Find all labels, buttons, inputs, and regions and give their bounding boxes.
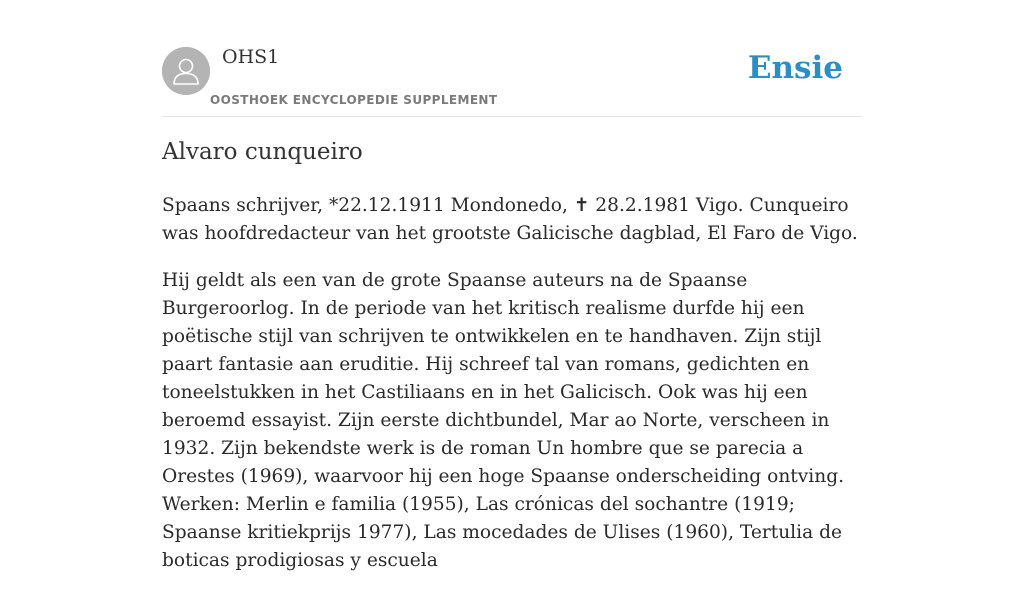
article-paragraph: Hij geldt als een van de grote Spaanse auteurs na de Spaanse Burgeroorlog. In de periode van het kritisch realisme durfde hij een poëtische stijl van schrijven te ontwikkelen en te handhaven. Zijn stijl paart fantasie aan eruditie. Hij schreef tal van romans, gedichten en toneelstukken in het Castiliaans en in het Galicisch. Ook was hij een beroemd essayist. Zijn eerste dichtbundel, Mar ao Norte, verscheen in 1932. Zijn bekendste werk is de roman Un hombre que se parecia a Orestes (1969), waarvoor hij een hoge Spaanse onderscheiding ontving. Werken: Merlin e familia (1955), Las crónicas del sochantre (1919; Spaanse kritiekprijs 1977), Las mocedades de Ulises (1960), Tertulia de boticas prodigiosas y escuela bbox=[162, 270, 845, 571]
source-name-link[interactable]: OHS1 bbox=[222, 46, 280, 68]
source-header bbox=[162, 0, 862, 117]
user-avatar-icon[interactable] bbox=[162, 47, 210, 95]
ensie-logo[interactable]: Ensie bbox=[747, 50, 843, 86]
article-paragraph: Spaans schrijver, *22.12.1911 Mondonedo, ✝ 28.2.1981 Vigo. Cunqueiro was hoofdredacteur van het grootste Galicische dagblad, El Faro de Vigo. bbox=[162, 195, 858, 244]
page-container bbox=[162, 0, 862, 571]
source-description: OOSTHOEK ENCYCLOPEDIE SUPPLEMENT bbox=[210, 93, 498, 107]
article-title: Alvaro cunqueiro bbox=[162, 139, 363, 165]
article-body bbox=[162, 192, 862, 594]
